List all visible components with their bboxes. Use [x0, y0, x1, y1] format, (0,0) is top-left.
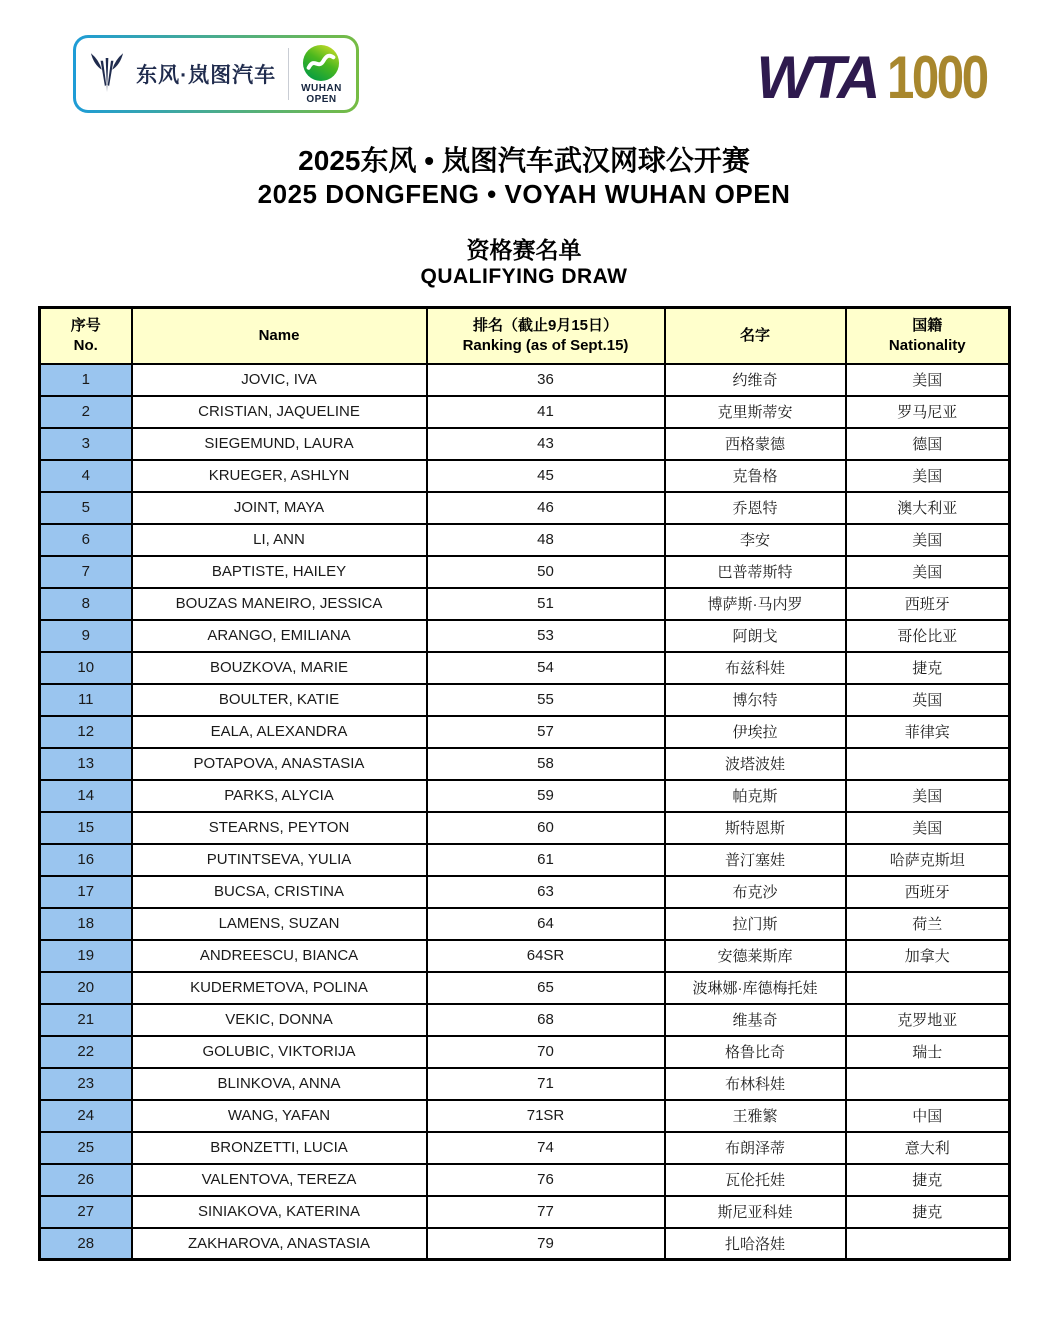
- cell-nationality: 中国: [846, 1100, 1010, 1132]
- cell-player-name: LI, ANN: [132, 524, 427, 556]
- cell-player-name-zh: 扎哈洛娃: [665, 1228, 846, 1260]
- cell-ranking: 57: [427, 716, 665, 748]
- cell-nationality: [846, 972, 1010, 1004]
- table-row: [40, 940, 1010, 972]
- cell-nationality: 英国: [846, 684, 1010, 716]
- cell-nationality: 加拿大: [846, 940, 1010, 972]
- table-row: [40, 492, 1010, 524]
- wuhan-word: WUHAN: [301, 82, 342, 94]
- cell-player-name-zh: 巴普蒂斯特: [665, 556, 846, 588]
- cell-nationality: 美国: [846, 524, 1010, 556]
- table-row: [40, 396, 1010, 428]
- cell-ranking: 41: [427, 396, 665, 428]
- table-row: [40, 716, 1010, 748]
- cell-no: 6: [40, 524, 132, 556]
- cell-nationality: 瑞士: [846, 1036, 1010, 1068]
- cell-player-name-zh: 克里斯蒂安: [665, 396, 846, 428]
- table-row: [40, 908, 1010, 940]
- col-header-name: [132, 308, 427, 364]
- cell-player-name: BOUZKOVA, MARIE: [132, 652, 427, 684]
- cell-player-name-zh: 拉门斯: [665, 908, 846, 940]
- cell-player-name: WANG, YAFAN: [132, 1100, 427, 1132]
- cell-no: 10: [40, 652, 132, 684]
- table-row: [40, 1164, 1010, 1196]
- cell-no: 21: [40, 1004, 132, 1036]
- title-block: [0, 144, 1048, 290]
- cell-ranking: 45: [427, 460, 665, 492]
- cell-ranking: 60: [427, 812, 665, 844]
- col-header-ranking: [427, 308, 665, 364]
- cell-player-name-zh: 布林科娃: [665, 1068, 846, 1100]
- col-header-name-zh-label: 名字: [739, 326, 770, 344]
- table-header-row: [40, 308, 1010, 364]
- cell-player-name: LAMENS, SUZAN: [132, 908, 427, 940]
- table-row: [40, 588, 1010, 620]
- cell-player-name: PUTINTSEVA, YULIA: [132, 844, 427, 876]
- cell-ranking: 68: [427, 1004, 665, 1036]
- table-row: [40, 972, 1010, 1004]
- cell-player-name: VEKIC, DONNA: [132, 1004, 427, 1036]
- cell-ranking: 63: [427, 876, 665, 908]
- cell-no: 16: [40, 844, 132, 876]
- cell-ranking: 71: [427, 1068, 665, 1100]
- col-header-no: [40, 308, 132, 364]
- cell-player-name-zh: 布克沙: [665, 876, 846, 908]
- draw-subtitle-zh: 资格赛名单: [466, 237, 582, 263]
- cell-nationality: 美国: [846, 460, 1010, 492]
- cell-ranking: 51: [427, 588, 665, 620]
- table-row: [40, 780, 1010, 812]
- logo-row: [0, 0, 1048, 140]
- cell-nationality: 西班牙: [846, 876, 1010, 908]
- voyah-logo-icon: [90, 52, 124, 96]
- cell-ranking: 77: [427, 1196, 665, 1228]
- cell-player-name: EALA, ALEXANDRA: [132, 716, 427, 748]
- cell-ranking: 46: [427, 492, 665, 524]
- event-title-en: 2025 DONGFENG • VOYAH WUHAN OPEN: [257, 179, 791, 209]
- cell-nationality: 西班牙: [846, 588, 1010, 620]
- cell-player-name-zh: 斯特恩斯: [665, 812, 846, 844]
- cell-nationality: 荷兰: [846, 908, 1010, 940]
- cell-player-name: ARANGO, EMILIANA: [132, 620, 427, 652]
- event-title-zh: 2025东风 • 岚图汽车武汉网球公开赛: [298, 145, 750, 176]
- cell-player-name: BAPTISTE, HAILEY: [132, 556, 427, 588]
- cell-nationality: 哈萨克斯坦: [846, 844, 1010, 876]
- cell-nationality: 美国: [846, 780, 1010, 812]
- cell-player-name-zh: 格鲁比奇: [665, 1036, 846, 1068]
- cell-no: 2: [40, 396, 132, 428]
- cell-player-name: POTAPOVA, ANASTASIA: [132, 748, 427, 780]
- cell-ranking: 79: [427, 1228, 665, 1260]
- cell-player-name-zh: 布兹科娃: [665, 652, 846, 684]
- table-row: [40, 876, 1010, 908]
- cell-no: 26: [40, 1164, 132, 1196]
- cell-player-name-zh: 博尔特: [665, 684, 846, 716]
- cell-ranking: 76: [427, 1164, 665, 1196]
- cell-no: 18: [40, 908, 132, 940]
- sponsor-logo-box: [73, 35, 359, 113]
- table-row: [40, 748, 1010, 780]
- cell-nationality: 哥伦比亚: [846, 620, 1010, 652]
- cell-no: 8: [40, 588, 132, 620]
- cell-player-name-zh: 帕克斯: [665, 780, 846, 812]
- col-header-ranking-en: Ranking (as of Sept.15): [462, 336, 629, 354]
- cell-no: 4: [40, 460, 132, 492]
- cell-nationality: 德国: [846, 428, 1010, 460]
- cell-nationality: 克罗地亚: [846, 1004, 1010, 1036]
- cell-player-name-zh: 李安: [665, 524, 846, 556]
- cell-no: 17: [40, 876, 132, 908]
- cell-player-name-zh: 博萨斯·马内罗: [665, 588, 846, 620]
- cell-no: 7: [40, 556, 132, 588]
- cell-player-name: ZAKHAROVA, ANASTASIA: [132, 1228, 427, 1260]
- cell-no: 20: [40, 972, 132, 1004]
- cell-ranking: 36: [427, 364, 665, 396]
- cell-no: 24: [40, 1100, 132, 1132]
- wuhan-open-logo: [301, 44, 342, 105]
- table-row: [40, 1036, 1010, 1068]
- cell-ranking: 64SR: [427, 940, 665, 972]
- cell-player-name: KUDERMETOVA, POLINA: [132, 972, 427, 1004]
- col-header-nationality-zh: 国籍: [912, 316, 943, 334]
- cell-nationality: 意大利: [846, 1132, 1010, 1164]
- cell-player-name: SINIAKOVA, KATERINA: [132, 1196, 427, 1228]
- wta-level-1000: 1000: [886, 44, 987, 111]
- wuhan-open-wordmark: [301, 83, 342, 105]
- cell-player-name: JOVIC, IVA: [132, 364, 427, 396]
- col-header-no-en: No.: [73, 336, 98, 354]
- table-row: [40, 844, 1010, 876]
- cell-player-name-zh: 瓦伦托娃: [665, 1164, 846, 1196]
- draw-subtitle-en: QUALIFYING DRAW: [420, 265, 628, 288]
- cell-nationality: [846, 1228, 1010, 1260]
- cell-nationality: 美国: [846, 556, 1010, 588]
- qualifying-draw-table: [38, 306, 1011, 1261]
- table-row: [40, 1068, 1010, 1100]
- cell-no: 9: [40, 620, 132, 652]
- cell-player-name-zh: 约维奇: [665, 364, 846, 396]
- table-row: [40, 684, 1010, 716]
- tennis-ball-icon: [302, 44, 340, 82]
- col-header-ranking-zh: 排名（截止9月15日）: [472, 316, 619, 334]
- cell-nationality: 罗马尼亚: [846, 396, 1010, 428]
- table-body: [40, 364, 1010, 1260]
- cell-player-name: BLINKOVA, ANNA: [132, 1068, 427, 1100]
- table-row: [40, 652, 1010, 684]
- cell-player-name: STEARNS, PEYTON: [132, 812, 427, 844]
- table-row: [40, 364, 1010, 396]
- cell-player-name: BOUZAS MANEIRO, JESSICA: [132, 588, 427, 620]
- cell-ranking: 43: [427, 428, 665, 460]
- cell-player-name-zh: 阿朗戈: [665, 620, 846, 652]
- col-header-nationality: [846, 308, 1010, 364]
- table-row: [40, 812, 1010, 844]
- cell-player-name: VALENTOVA, TEREZA: [132, 1164, 427, 1196]
- cell-player-name: CRISTIAN, JAQUELINE: [132, 396, 427, 428]
- cell-ranking: 74: [427, 1132, 665, 1164]
- open-word: OPEN: [306, 93, 337, 105]
- cell-no: 25: [40, 1132, 132, 1164]
- cell-nationality: 美国: [846, 364, 1010, 396]
- wta-1000-logo: [756, 44, 1008, 111]
- cell-ranking: 61: [427, 844, 665, 876]
- wta-wordmark: WTA: [756, 44, 877, 111]
- cell-player-name-zh: 王雅繁: [665, 1100, 846, 1132]
- cell-player-name-zh: 普汀塞娃: [665, 844, 846, 876]
- cell-no: 5: [40, 492, 132, 524]
- cell-ranking: 48: [427, 524, 665, 556]
- voyah-brand-text: 东风·岚图汽车: [136, 64, 277, 87]
- cell-nationality: 菲律宾: [846, 716, 1010, 748]
- cell-player-name: ANDREESCU, BIANCA: [132, 940, 427, 972]
- cell-player-name-zh: 克鲁格: [665, 460, 846, 492]
- cell-ranking: 65: [427, 972, 665, 1004]
- col-header-name-label: Name: [258, 326, 300, 344]
- cell-ranking: 59: [427, 780, 665, 812]
- cell-ranking: 70: [427, 1036, 665, 1068]
- cell-nationality: 捷克: [846, 1164, 1010, 1196]
- cell-ranking: 54: [427, 652, 665, 684]
- cell-player-name-zh: 斯尼亚科娃: [665, 1196, 846, 1228]
- cell-nationality: 捷克: [846, 1196, 1010, 1228]
- cell-ranking: 64: [427, 908, 665, 940]
- cell-nationality: 澳大利亚: [846, 492, 1010, 524]
- table-row: [40, 1100, 1010, 1132]
- cell-no: 15: [40, 812, 132, 844]
- cell-ranking: 55: [427, 684, 665, 716]
- cell-no: 14: [40, 780, 132, 812]
- cell-ranking: 53: [427, 620, 665, 652]
- cell-no: 28: [40, 1228, 132, 1260]
- cell-no: 12: [40, 716, 132, 748]
- cell-player-name: JOINT, MAYA: [132, 492, 427, 524]
- cell-player-name-zh: 乔恩特: [665, 492, 846, 524]
- cell-ranking: 71SR: [427, 1100, 665, 1132]
- cell-player-name: BOULTER, KATIE: [132, 684, 427, 716]
- table-row: [40, 1196, 1010, 1228]
- table-row: [40, 524, 1010, 556]
- cell-player-name-zh: 波塔波娃: [665, 748, 846, 780]
- cell-nationality: 捷克: [846, 652, 1010, 684]
- table-row: [40, 1132, 1010, 1164]
- col-header-name-zh: [665, 308, 846, 364]
- table-row: [40, 1004, 1010, 1036]
- cell-no: 13: [40, 748, 132, 780]
- cell-player-name-zh: 波琳娜·库德梅托娃: [665, 972, 846, 1004]
- table-row: [40, 556, 1010, 588]
- cell-no: 3: [40, 428, 132, 460]
- cell-player-name: GOLUBIC, VIKTORIJA: [132, 1036, 427, 1068]
- cell-player-name: BUCSA, CRISTINA: [132, 876, 427, 908]
- col-header-nationality-en: Nationality: [888, 336, 966, 354]
- sponsor-logo-inner: [76, 38, 356, 110]
- cell-player-name: PARKS, ALYCIA: [132, 780, 427, 812]
- cell-player-name-zh: 安德莱斯库: [665, 940, 846, 972]
- col-header-no-zh: 序号: [70, 316, 101, 334]
- cell-nationality: [846, 1068, 1010, 1100]
- cell-player-name-zh: 维基奇: [665, 1004, 846, 1036]
- cell-no: 27: [40, 1196, 132, 1228]
- table-row: [40, 620, 1010, 652]
- cell-no: 23: [40, 1068, 132, 1100]
- cell-player-name: SIEGEMUND, LAURA: [132, 428, 427, 460]
- cell-no: 1: [40, 364, 132, 396]
- table-row: [40, 428, 1010, 460]
- logo-divider: [288, 48, 289, 100]
- cell-nationality: [846, 748, 1010, 780]
- cell-player-name: BRONZETTI, LUCIA: [132, 1132, 427, 1164]
- cell-no: 19: [40, 940, 132, 972]
- cell-player-name: KRUEGER, ASHLYN: [132, 460, 427, 492]
- cell-no: 11: [40, 684, 132, 716]
- cell-player-name-zh: 西格蒙德: [665, 428, 846, 460]
- cell-ranking: 58: [427, 748, 665, 780]
- table-row: [40, 460, 1010, 492]
- table-row: [40, 1228, 1010, 1260]
- cell-ranking: 50: [427, 556, 665, 588]
- cell-no: 22: [40, 1036, 132, 1068]
- cell-player-name-zh: 伊埃拉: [665, 716, 846, 748]
- cell-nationality: 美国: [846, 812, 1010, 844]
- cell-player-name-zh: 布朗泽蒂: [665, 1132, 846, 1164]
